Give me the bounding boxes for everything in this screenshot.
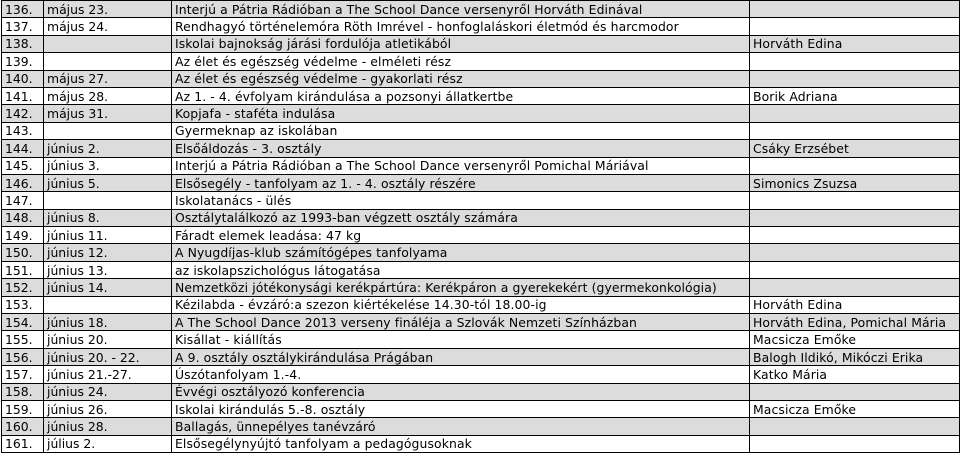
- row-number: 143.: [2, 122, 44, 139]
- row-event: Iskolai bajnokság járási fordulója atletikából: [172, 35, 750, 52]
- row-responsible: [750, 227, 960, 244]
- row-responsible: [750, 122, 960, 139]
- table-row: [2, 53, 960, 70]
- row-number: 136.: [2, 1, 44, 18]
- row-date: [44, 296, 172, 313]
- table-row: [2, 418, 960, 435]
- row-date: [44, 53, 172, 70]
- row-responsible: [750, 70, 960, 87]
- row-number: 138.: [2, 35, 44, 52]
- row-event: A 9. osztály osztálykirándulása Prágában: [172, 348, 750, 365]
- table-row: [2, 435, 960, 452]
- table-row: [2, 209, 960, 226]
- row-date: június 18.: [44, 314, 172, 331]
- row-number: 158.: [2, 383, 44, 400]
- row-number: 157.: [2, 366, 44, 383]
- row-responsible: Horváth Edina: [750, 296, 960, 313]
- row-responsible: [750, 157, 960, 174]
- row-number: 156.: [2, 348, 44, 365]
- row-date: június 20. - 22.: [44, 348, 172, 365]
- row-date: június 5.: [44, 174, 172, 191]
- row-event: A The School Dance 2013 verseny fináléja a Szlovák Nemzeti Színházban: [172, 314, 750, 331]
- table-row: [2, 87, 960, 104]
- row-date: június 8.: [44, 209, 172, 226]
- row-date: június 21.-27.: [44, 366, 172, 383]
- row-responsible: [750, 261, 960, 278]
- row-event: Kisállat - kiállítás: [172, 331, 750, 348]
- table-row: [2, 157, 960, 174]
- row-date: [44, 35, 172, 52]
- row-responsible: [750, 244, 960, 261]
- row-number: 155.: [2, 331, 44, 348]
- row-event: Gyermeknap az iskolában: [172, 122, 750, 139]
- row-date: június 28.: [44, 418, 172, 435]
- table-row: [2, 383, 960, 400]
- row-event: A Nyugdíjas-klub számítógépes tanfolyama: [172, 244, 750, 261]
- row-number: 151.: [2, 261, 44, 278]
- row-event: Az élet és egészség védelme - gyakorlati rész: [172, 70, 750, 87]
- table-row: [2, 1, 960, 18]
- table-row: [2, 192, 960, 209]
- row-responsible: Horváth Edina: [750, 35, 960, 52]
- row-date: július 2.: [44, 435, 172, 452]
- row-date: június 24.: [44, 383, 172, 400]
- row-responsible: Macsicza Emőke: [750, 331, 960, 348]
- row-number: 137.: [2, 18, 44, 35]
- row-number: 161.: [2, 435, 44, 452]
- row-responsible: [750, 18, 960, 35]
- table-row: [2, 140, 960, 157]
- row-number: 150.: [2, 244, 44, 261]
- row-number: 141.: [2, 87, 44, 104]
- table-row: [2, 348, 960, 365]
- row-responsible: [750, 383, 960, 400]
- row-responsible: [750, 105, 960, 122]
- table-row: [2, 279, 960, 296]
- row-number: 147.: [2, 192, 44, 209]
- row-number: 139.: [2, 53, 44, 70]
- row-responsible: [750, 53, 960, 70]
- row-responsible: Katko Mária: [750, 366, 960, 383]
- row-responsible: [750, 435, 960, 452]
- row-date: június 13.: [44, 261, 172, 278]
- table-row: [2, 314, 960, 331]
- table-row: [2, 70, 960, 87]
- row-event: Osztálytalálkozó az 1993-ban végzett osztály számára: [172, 209, 750, 226]
- row-number: 152.: [2, 279, 44, 296]
- row-number: 140.: [2, 70, 44, 87]
- row-event: Rendhagyó történelemóra Röth Imrével - honfoglaláskori életmód és harcmodor: [172, 18, 750, 35]
- row-date: május 23.: [44, 1, 172, 18]
- row-date: [44, 192, 172, 209]
- row-responsible: [750, 209, 960, 226]
- row-date: június 2.: [44, 140, 172, 157]
- table-row: [2, 244, 960, 261]
- row-event: Fáradt elemek leadása: 47 kg: [172, 227, 750, 244]
- row-number: 145.: [2, 157, 44, 174]
- table-row: [2, 331, 960, 348]
- row-number: 148.: [2, 209, 44, 226]
- row-date: május 24.: [44, 18, 172, 35]
- row-event: Úszótanfolyam 1.-4.: [172, 366, 750, 383]
- events-table: [1, 0, 960, 453]
- row-event: Elsősegély - tanfolyam az 1. - 4. osztály részére: [172, 174, 750, 191]
- row-date: május 28.: [44, 87, 172, 104]
- table-row: [2, 400, 960, 417]
- row-event: Évvégi osztályozó konferencia: [172, 383, 750, 400]
- row-date: [44, 122, 172, 139]
- table-row: [2, 174, 960, 191]
- row-event: Iskolatanács - ülés: [172, 192, 750, 209]
- row-event: Iskolai kirándulás 5.-8. osztály: [172, 400, 750, 417]
- row-responsible: Macsicza Emőke: [750, 400, 960, 417]
- row-responsible: Csáky Erzsébet: [750, 140, 960, 157]
- row-responsible: Simonics Zsuzsa: [750, 174, 960, 191]
- row-date: június 26.: [44, 400, 172, 417]
- row-event: Elsősegélynyújtó tanfolyam a pedagógusoknak: [172, 435, 750, 452]
- table-row: [2, 261, 960, 278]
- row-responsible: Balogh Ildikó, Mikóczi Erika: [750, 348, 960, 365]
- row-event: Interjú a Pátria Rádióban a The School Dance versenyről Pomichal Máriával: [172, 157, 750, 174]
- row-number: 153.: [2, 296, 44, 313]
- row-responsible: [750, 279, 960, 296]
- table-row: [2, 227, 960, 244]
- row-number: 142.: [2, 105, 44, 122]
- row-number: 144.: [2, 140, 44, 157]
- row-number: 154.: [2, 314, 44, 331]
- row-number: 160.: [2, 418, 44, 435]
- table-row: [2, 366, 960, 383]
- row-number: 146.: [2, 174, 44, 191]
- row-date: június 12.: [44, 244, 172, 261]
- row-date: június 11.: [44, 227, 172, 244]
- row-event: Nemzetközi jótékonysági kerékpártúra: Kerékpáron a gyerekekért (gyermekonkológia): [172, 279, 750, 296]
- row-event: az iskolapszichológus látogatása: [172, 261, 750, 278]
- row-responsible: [750, 192, 960, 209]
- table-row: [2, 35, 960, 52]
- row-event: Elsőáldozás - 3. osztály: [172, 140, 750, 157]
- row-number: 149.: [2, 227, 44, 244]
- row-event: Ballagás, ünnepélyes tanévzáró: [172, 418, 750, 435]
- row-date: május 27.: [44, 70, 172, 87]
- row-event: Interjú a Pátria Rádióban a The School Dance versenyről Horváth Edinával: [172, 1, 750, 18]
- row-number: 159.: [2, 400, 44, 417]
- row-responsible: [750, 1, 960, 18]
- row-event: Kopjafa - staféta indulása: [172, 105, 750, 122]
- table-row: [2, 122, 960, 139]
- row-event: Az élet és egészség védelme - elméleti rész: [172, 53, 750, 70]
- table-row: [2, 18, 960, 35]
- row-responsible: [750, 418, 960, 435]
- row-date: június 20.: [44, 331, 172, 348]
- row-date: június 3.: [44, 157, 172, 174]
- events-table-body: [2, 1, 960, 453]
- row-date: június 14.: [44, 279, 172, 296]
- table-row: [2, 296, 960, 313]
- row-event: Kézilabda - évzáró:a szezon kiértékelése 14.30-tól 18.00-ig: [172, 296, 750, 313]
- table-row: [2, 105, 960, 122]
- row-event: Az 1. - 4. évfolyam kirándulása a pozsonyi állatkertbe: [172, 87, 750, 104]
- row-responsible: Borik Adriana: [750, 87, 960, 104]
- row-date: május 31.: [44, 105, 172, 122]
- row-responsible: Horváth Edina, Pomichal Mária: [750, 314, 960, 331]
